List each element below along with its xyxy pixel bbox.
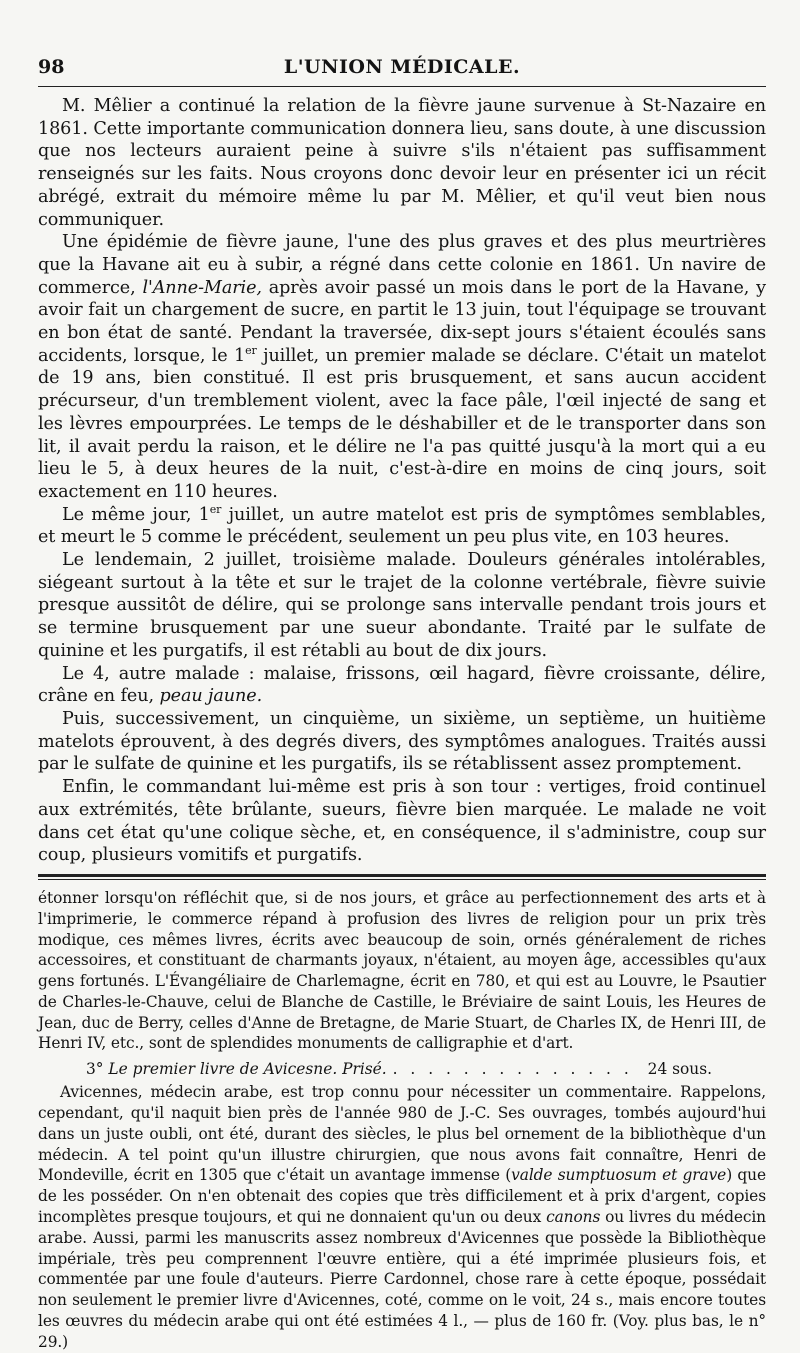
text-run: Une épidémie de fièvre jaune, l'une des plus graves et des plus meurtrières que la Havane ait eu à subir, a régné dans cette colonie en 1861. Un navire de commerce,	[38, 232, 766, 298]
feuilleton-divider	[38, 874, 766, 880]
leader-dots	[393, 1058, 642, 1080]
article-paragraph	[38, 231, 766, 503]
italic-run: valde sumptuosum et grave	[511, 1166, 727, 1185]
text-run: Avicennes, médecin arabe, est trop connu pour nécessiter un commentaire. Rappelons, cependant, qu'il naquit bien près de l'année 980 de J.-C. Ses ouvrages, tombés aujourd'hui dans un juste oubli, ont été, durant des siècles, le plus bel ornement de la bibliothèque d'un médecin. A tel point qu'un illustre chirurgien, que nous avons fait connaître, Henri de Mondeville, écrit en 1305 que c'était un avantage immense (	[38, 1083, 766, 1185]
main-article	[38, 95, 766, 867]
text-run: juillet, un premier malade se déclare. C'était un matelot de 19 ans, bien constitué. Il est pris brusquement, et sans aucun accident précurseur, d'un tremblement violent, avec la face pâle, l'œil injecté de sang et les lèvres empourprées. Le temps de le déshabiller et de le transporter dans son lit, il avait perdu la raison, et le délire ne l'a pas quitté jusqu'à la mort qui a eu lieu le 5, à deux heures de la nuit, c'est-à-dire en moins de cinq jours, soit exactement en 110 heures.	[38, 345, 766, 502]
article-paragraph	[38, 663, 766, 708]
ship-name: l'Anne-Marie,	[142, 277, 262, 298]
feuilleton-column	[38, 888, 766, 1353]
page-header	[38, 52, 766, 87]
article-paragraph	[38, 504, 766, 549]
article-paragraph: Enfin, le commandant lui-même est pris à son tour : vertiges, froid continuel aux extrémités, tête brûlante, sueurs, fièvre bien marquée. Le malade ne voit dans cet état qu'une colique sèche, et, en conséquence, il s'administre, coup sur coup, plusieurs vomitifs et purgatifs.	[38, 777, 766, 866]
article-paragraph: Puis, successivement, un cinquième, un sixième, un septième, un huitième matelots éprouvent, à des degrés divers, des symptômes analogues. Traités aussi par le sulfate de quinine et les purgatifs, ils se rétablissent assez promptement.	[38, 708, 766, 775]
italic-run: canons	[546, 1208, 601, 1227]
text-run: Le 4, autre malade : malaise, frissons, œil hagard, fièvre croissante, délire, crâne en feu,	[38, 663, 766, 707]
article-paragraph: M. Mêlier a continué la relation de la fièvre jaune survenue à St-Nazaire en 1861. Cette importante communication donnera lieu, sans doute, à une discussion que nos lecteurs auraient peine à suivre s'ils n'étaient pas suffisamment renseignés sur les faits. Nous croyons donc devoir leur en présenter ici un récit abrégé, extrait du mémoire même lu par M. Mêlier, et qu'il veut bien nous communiquer.	[38, 96, 766, 230]
journal-title: L'UNION MÉDICALE.	[283, 56, 521, 78]
superscript: er	[245, 343, 257, 357]
text-run: ou livres du médecin arabe. Aussi, parmi les manuscrits assez nombreux d'Avicennes que possède la Bibliothèque impériale, très peu comprennent l'œuvre entière, qui a été imprimée plusieurs fois, et commentée par une foule d'auteurs. Pierre Cardonnel, chose rare à cette époque, possédait non seulement le premier livre d'Avicennes, coté, comme on le voit, 24 s., mais encore toutes les œuvres du médecin arabe qui ont été estimées 4 l., — plus de 160 fr. (Voy. plus bas, le n° 29.)	[38, 1208, 766, 1351]
section-heading	[86, 1058, 766, 1080]
feuilleton-paragraph: étonner lorsqu'on réfléchit que, si de nos jours, et grâce au perfectionnement des arts et à l'imprimerie, le commerce répand à profusion des livres de religion pour un prix très modique, ces mêmes livres, écrits avec beaucoup de soin, ornés généralement de riches accessoires, et constituant de charmants joyaux, n'étaient, au moyen âge, accessibles qu'aux gens fortunés. L'Évangéliaire de Charlemagne, écrit en 780, et qui est au Louvre, le Psautier de Charles-le-Chauve, celui de Blanche de Castille, le Bréviaire de saint Louis, les Heures de Jean, duc de Berry, celles d'Anne de Bretagne, de Marie Stuart, de Charles IX, de Henri III, de Henri IV, etc., sont de splendides monuments de calligraphie et d'art.	[38, 888, 766, 1053]
heading-price: 24 sous.	[647, 1060, 712, 1079]
feuilleton-paragraph	[38, 1082, 766, 1352]
text-run: juillet, un autre matelot est pris de symptômes semblables, et meurt le 5 comme le précédent, seulement un peu plus vite, en 103 heures.	[38, 504, 766, 548]
heading-title: Le premier livre de Avicesne. Prisé.	[108, 1060, 387, 1079]
article-paragraph: Le lendemain, 2 juillet, troisième malade. Douleurs générales intolérables, siégeant surtout à la tête et sur le trajet de la colonne vertébrale, fièvre suivie presque aussitôt de délire, qui se prolonge sans intervalle pendant trois jours et se termine brusquement par une sueur abondante. Traité par le sulfate de quinine et les purgatifs, il est rétabli au bout de dix jours.	[38, 550, 766, 661]
page-number: 98	[38, 56, 65, 78]
italic-run: peau jaune.	[159, 686, 263, 707]
heading-number: 3°	[86, 1060, 104, 1079]
text-run: après avoir passé un mois dans le port de la Havane, y avoir fait un chargement de sucre, en partit le 13 juin, tout l'équipage se trouvant en bon état de santé. Pendant la traversée, dix-sept jours s'étaient écoulés sans accidents, lorsque, le 1	[38, 277, 766, 366]
text-run: ) que de les posséder. On n'en obtenait des copies que très difficilement et à prix d'argent, copies incomplètes presque toujours, et qui ne donnaient qu'un ou deux	[38, 1166, 767, 1227]
superscript: er	[209, 502, 222, 516]
text-run: Le même jour, 1	[62, 504, 210, 525]
